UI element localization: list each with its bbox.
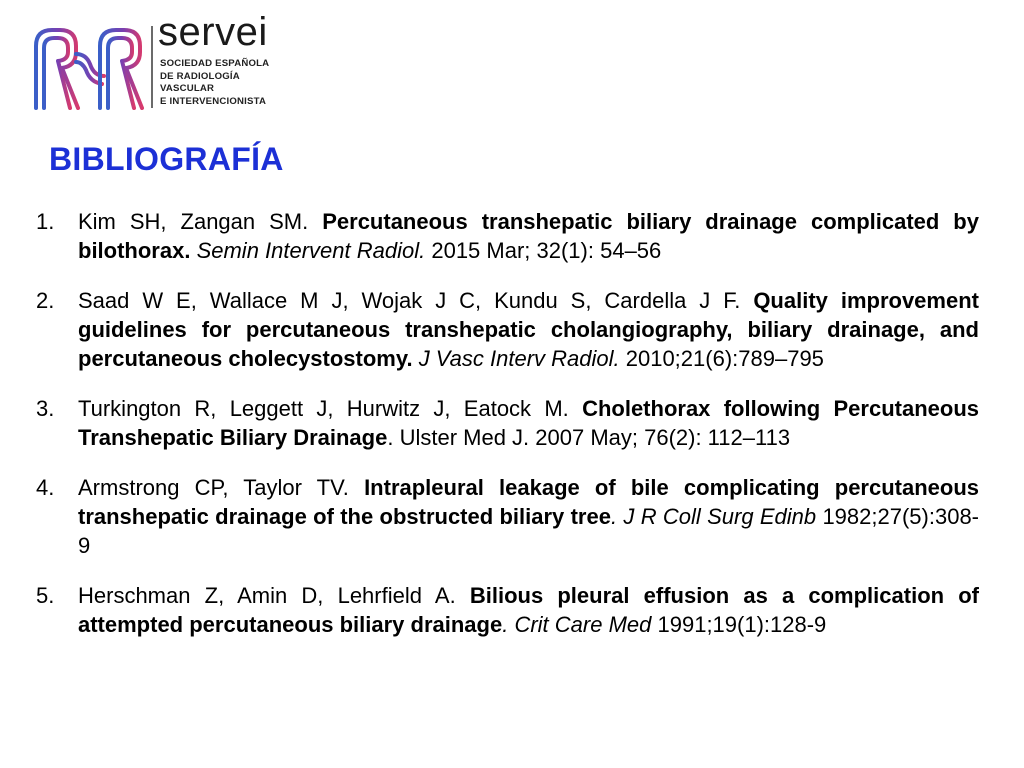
reference-authors: Herschman Z, Amin D, Lehrfield A. [78,583,470,608]
reference-details: 2015 Mar; 32(1): 54–56 [425,238,662,263]
logo-subtitle-line: SOCIEDAD ESPAÑOLA [160,58,270,69]
reference-number: 2. [36,288,55,313]
reference-details: 1982;27(5):308-9 [78,504,980,558]
reference-journal: . J R Coll Surg Edinb [610,504,817,529]
logo-subtitle-line: E INTERVENCIONISTA [160,95,267,107]
rsr-logo-mark-icon [30,24,146,110]
reference-list [36,207,979,660]
page-title: BIBLIOGRAFÍA [49,141,284,177]
reference-title: Bilious pleural effusion as a complication of attempted percutaneous biliary drainage [78,583,979,637]
reference-details: 2010;21(6):789–795 [619,346,824,371]
reference-journal: . Crit Care Med [502,612,652,637]
logo [30,10,290,118]
reference-item [36,581,979,639]
logo-subtitle-line: VASCULAR [160,83,215,94]
reference-number: 1. [36,209,55,234]
logo-subtitle-line: DE RADIOLOGÍA [160,70,240,82]
reference-title: Quality improvement guidelines for percutaneous transhepatic cholangiography, biliary drainage, and percutaneous cholecystostomy. [78,288,979,371]
logo-subtitle [160,58,269,108]
reference-item [36,394,979,452]
reference-title: Percutaneous transhepatic biliary drainage complicated by bilothorax. [78,209,979,263]
reference-journal: J Vasc Interv Radiol. [412,346,620,371]
reference-title: Cholethorax following Percutaneous Transhepatic Biliary Drainage [78,396,979,450]
reference-number: 4. [36,475,55,500]
logo-divider [151,26,153,108]
reference-journal: Semin Intervent Radiol. [190,238,426,263]
reference-number: 5. [36,583,55,608]
reference-item [36,207,979,265]
reference-item [36,473,979,560]
reference-details: 1991;19(1):128-9 [651,612,827,637]
reference-authors: Armstrong CP, Taylor TV. [78,475,365,500]
reference-authors: Turkington R, Leggett J, Hurwitz J, Eatock M. [78,396,583,421]
logo-name: servei [158,10,268,54]
reference-details: . Ulster Med J. 2007 May; 76(2): 112–113 [387,425,791,450]
reference-authors: Saad W E, Wallace M J, Wojak J C, Kundu S, Cardella J F. [78,288,754,313]
reference-item [36,286,979,373]
reference-authors: Kim SH, Zangan SM. [78,209,323,234]
reference-number: 3. [36,396,55,421]
reference-title: Intrapleural leakage of bile complicating percutaneous transhepatic drainage of the obstructed biliary tree [78,475,980,529]
